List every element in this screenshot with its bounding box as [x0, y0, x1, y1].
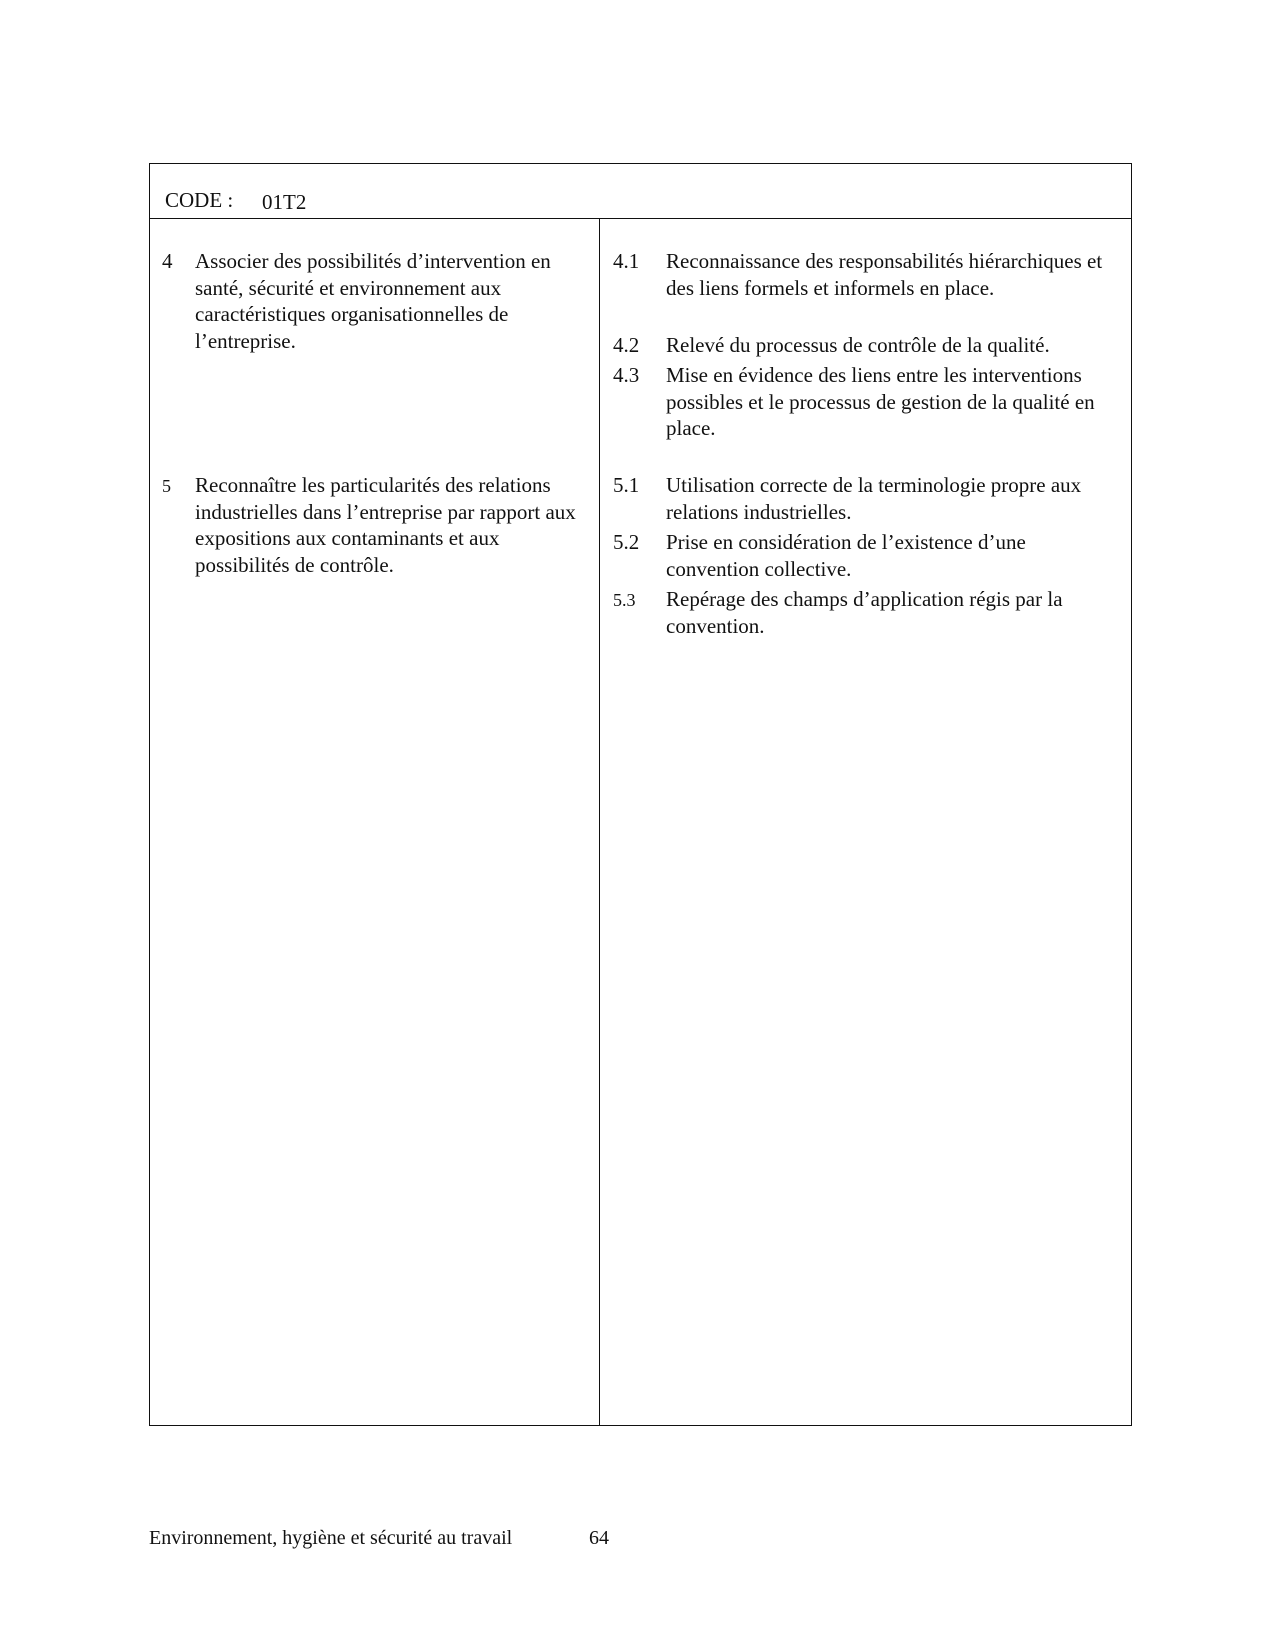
objective-item [162, 472, 587, 578]
criterion-text: Repérage des champs d’application régis par la convention. [666, 587, 1063, 638]
criterion-text: Mise en évidence des liens entre les interventions possibles et le processus de gestion de la qualité en place. [666, 363, 1095, 440]
objective-item [162, 248, 587, 354]
objective-number: 4 [162, 249, 173, 273]
criterion-number: 5.2 [613, 530, 640, 554]
objective-number: 5 [162, 476, 171, 496]
column-divider [599, 219, 600, 1425]
criterion-text: Relevé du processus de contrôle de la qualité. [666, 333, 1050, 357]
competency-table [149, 163, 1132, 1426]
criterion-item [613, 362, 1123, 442]
criterion-text: Utilisation correcte de la terminologie propre aux relations industrielles. [666, 473, 1082, 524]
criterion-number: 5.3 [613, 590, 636, 610]
criterion-number: 4.2 [613, 333, 640, 357]
footer-title: Environnement, hygiène et sécurité au travail [149, 1527, 513, 1549]
code-value: 01T2 [262, 190, 307, 214]
criterion-item [613, 529, 1123, 582]
criterion-item [613, 586, 1123, 639]
criterion-item [613, 248, 1123, 301]
criterion-item [613, 472, 1123, 525]
criterion-text: Reconnaissance des responsabilités hiérarchiques et des liens formels et informels en place. [666, 249, 1103, 300]
criterion-item [613, 332, 1123, 359]
code-label: CODE : [165, 188, 234, 212]
criterion-number: 4.1 [613, 249, 640, 273]
code-row [150, 164, 1131, 219]
objective-text: Associer des possibilités d’intervention en santé, sécurité et environnement aux caractéristiques organisationnelles de l’entreprise. [195, 249, 551, 353]
page-number: 64 [589, 1527, 609, 1549]
criterion-number: 5.1 [613, 473, 640, 497]
criterion-text: Prise en considération de l’existence d’une convention collective. [666, 530, 1026, 581]
objective-text: Reconnaître les particularités des relations industrielles dans l’entreprise par rapport aux expositions aux contaminants et aux possibilités de contrôle. [195, 473, 576, 577]
criterion-number: 4.3 [613, 363, 640, 387]
